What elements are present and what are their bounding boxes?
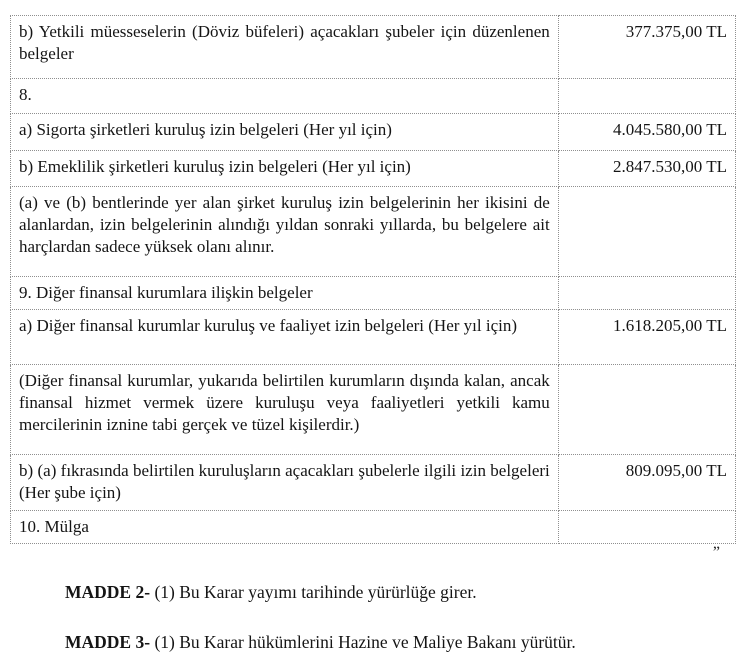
row-amount [558, 365, 735, 455]
row-amount [558, 277, 735, 310]
fees-table [10, 15, 736, 544]
document-page [0, 15, 750, 667]
table-row [11, 511, 736, 544]
row-label: (a) ve (b) bentlerinde yer alan şirket kuruluş izin belgelerinin her ikisini de alanlardan, izin belgelerinin alındığı yıldan sonraki yıllarda, bu belgelere ait harçlardan sadece yüksek olanı alınır. [11, 187, 559, 277]
paragraph-madde-2 [65, 581, 730, 604]
table-row [11, 114, 736, 151]
row-label: (Diğer finansal kurumlar, yukarıda belirtilen kurumların dışında kalan, ancak finansal hizmet vermek üzere kuruluşu veya faaliyetleri yetkili kamu mercilerinin iznine tabi gerçek ve tüzel kişilerdir.) [11, 365, 559, 455]
madde-3-text: (1) Bu Karar hükümlerini Hazine ve Maliye Bakanı yürütür. [150, 632, 576, 652]
table-row [11, 455, 736, 511]
table-row [11, 310, 736, 365]
table-row [11, 151, 736, 187]
madde-2-text: (1) Bu Karar yayımı tarihinde yürürlüğe girer. [150, 582, 477, 602]
madde-2-label: MADDE 2- [65, 582, 151, 602]
row-label: 9. Diğer finansal kurumlara ilişkin belgeler [11, 277, 559, 310]
table-row [11, 16, 736, 79]
row-amount: 377.375,00 TL [558, 16, 735, 79]
row-amount: 4.045.580,00 TL [558, 114, 735, 151]
row-label: b) (a) fıkrasında belirtilen kuruluşların açacakları şubelerle ilgili izin belgeleri (Her şube için) [11, 455, 559, 511]
row-label: 10. Mülga [11, 511, 559, 544]
row-label: b) Yetkili müesseselerin (Döviz büfeleri) açacakları şubeler için düzenlenen belgeler [11, 16, 559, 79]
row-amount: 2.847.530,00 TL [558, 151, 735, 187]
paragraph-madde-3 [65, 631, 730, 654]
table-row [11, 365, 736, 455]
row-amount [558, 79, 735, 114]
row-amount: 809.095,00 TL [558, 455, 735, 511]
closing-quote: ” [712, 544, 720, 561]
fees-table-body [11, 16, 736, 544]
madde-3-label: MADDE 3- [65, 632, 151, 652]
table-row [11, 277, 736, 310]
row-label: b) Emeklilik şirketleri kuruluş izin belgeleri (Her yıl için) [11, 151, 559, 187]
table-row [11, 79, 736, 114]
row-label: 8. [11, 79, 559, 114]
table-row [11, 187, 736, 277]
row-label: a) Diğer finansal kurumlar kuruluş ve faaliyet izin belgeleri (Her yıl için) [11, 310, 559, 365]
row-label: a) Sigorta şirketleri kuruluş izin belgeleri (Her yıl için) [11, 114, 559, 151]
row-amount: 1.618.205,00 TL [558, 310, 735, 365]
row-amount [558, 511, 735, 544]
row-amount [558, 187, 735, 277]
